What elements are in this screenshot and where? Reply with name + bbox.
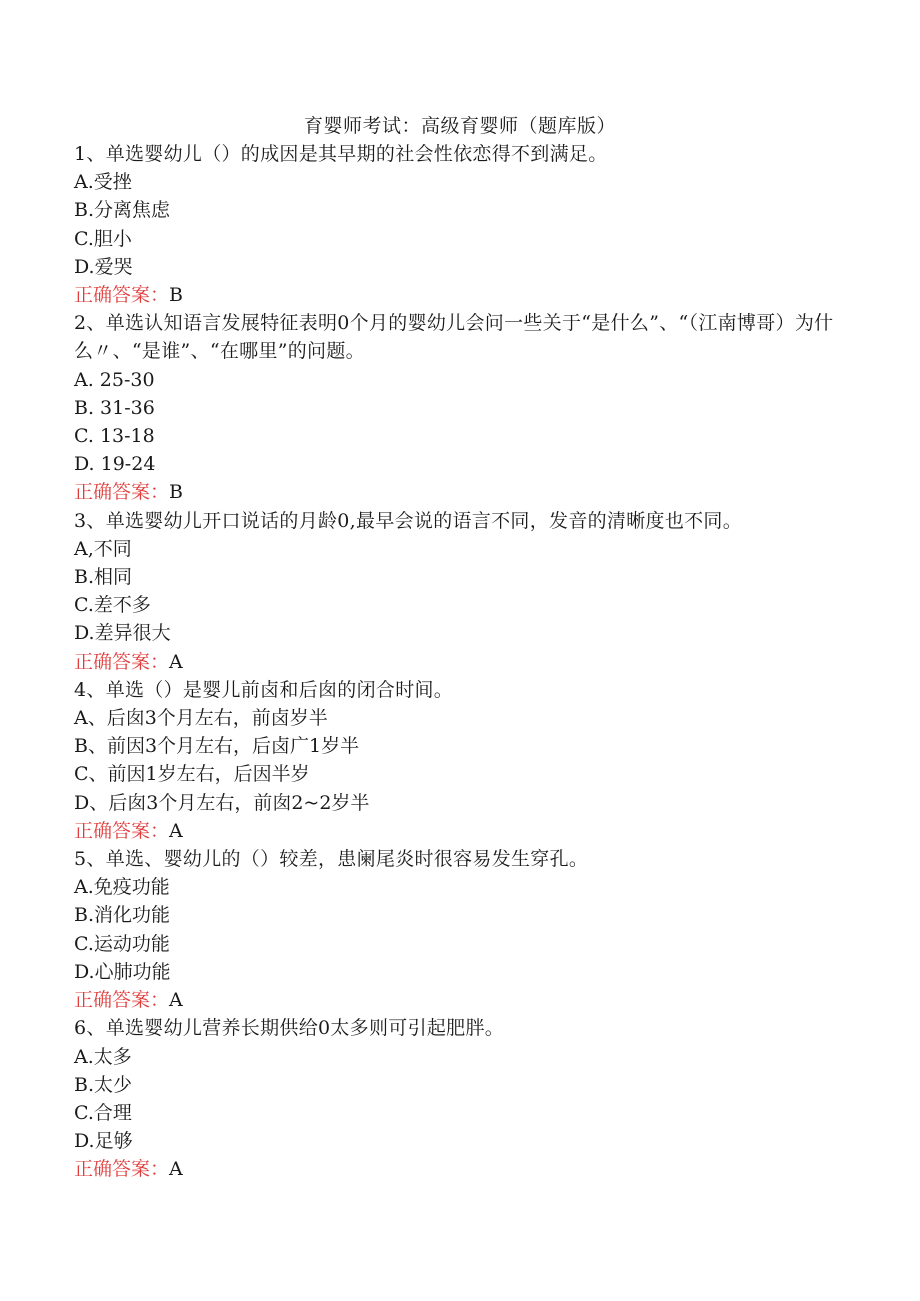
option-b: B、前因3个月左右，后卤广1岁半 [74,735,360,758]
answer-label: 正确答案： [74,284,170,307]
question-item [74,845,834,1014]
option-c: C.运动功能 [74,932,170,955]
option-b: B.分离焦虑 [74,199,171,222]
question-item [74,309,834,506]
option-b: B.消化功能 [74,904,171,927]
answer-value: A [169,819,183,842]
option-a: A、后囱3个月左右，前卤岁半 [74,707,328,730]
option-a: A. 25-30 [74,368,155,391]
option-b: B.相同 [74,566,133,589]
option-b: B. 31-36 [74,396,155,419]
option-c: C.胆小 [74,227,132,250]
question-item [74,507,834,676]
option-d: D.心肺功能 [74,960,171,983]
option-c: C.差不多 [74,594,151,617]
answer-line [74,478,834,506]
option-c: C. 13-18 [74,425,155,448]
option-d: D.足够 [74,1130,133,1153]
question-stem: 1、单选婴幼儿（）的成因是其早期的社会性依恋得不到满足。 [74,143,608,165]
question-stem: 5、单选、婴幼儿的（）较差，患阑尾炎时很容易发生穿孔。 [74,848,589,871]
option-b: B.太少 [74,1073,133,1096]
answer-value: A [169,1158,183,1181]
option-d: D.差异很大 [74,622,171,645]
answer-label: 正确答案： [74,989,170,1012]
answer-label: 正确答案： [74,819,170,842]
question-stem: 4、单选（）是婴儿前卤和后囱的闭合时间。 [74,678,454,701]
option-a: A,不同 [74,537,132,560]
question-item [74,1014,834,1183]
option-c: C、前因1岁左右，后因半岁 [74,763,310,786]
option-d: D、后囱3个月左右，前囱2~2岁半 [74,791,370,814]
document-title: 育婴师考试：高级育婴师（题库版） [303,115,616,137]
answer-line [74,281,834,309]
option-a: A.受挫 [74,171,132,194]
answer-line [74,648,834,676]
option-c: C.合理 [74,1101,132,1124]
question-list [74,140,834,1184]
answer-value: B [169,284,183,307]
answer-value: B [169,481,183,504]
answer-label: 正确答案： [74,1158,170,1181]
option-d: D. 19-24 [74,453,156,476]
answer-line [74,1155,834,1183]
option-a: A.太多 [74,1045,132,1068]
answer-line [74,817,834,845]
question-item [74,140,834,309]
answer-value: A [169,650,183,673]
option-a: A.免疫功能 [74,876,170,899]
question-stem: 3、单选婴幼儿开口说话的月龄0,最早会说的语言不同，发音的清晰度也不同。 [74,509,743,532]
question-item [74,676,834,845]
option-d: D.爱哭 [74,255,133,278]
answer-value: A [169,989,183,1012]
question-stem: 6、单选婴幼儿营养长期供给0太多则可引起肥胖。 [74,1017,505,1040]
answer-label: 正确答案： [74,650,170,673]
question-stem: 2、单选认知语言发展特征表明0个月的婴幼儿会问一些关于“是什么”、“（江南博哥）为什么〃、“是谁”、“在哪里”的问题。 [74,312,834,363]
answer-line [74,986,834,1014]
answer-label: 正确答案： [74,481,170,504]
